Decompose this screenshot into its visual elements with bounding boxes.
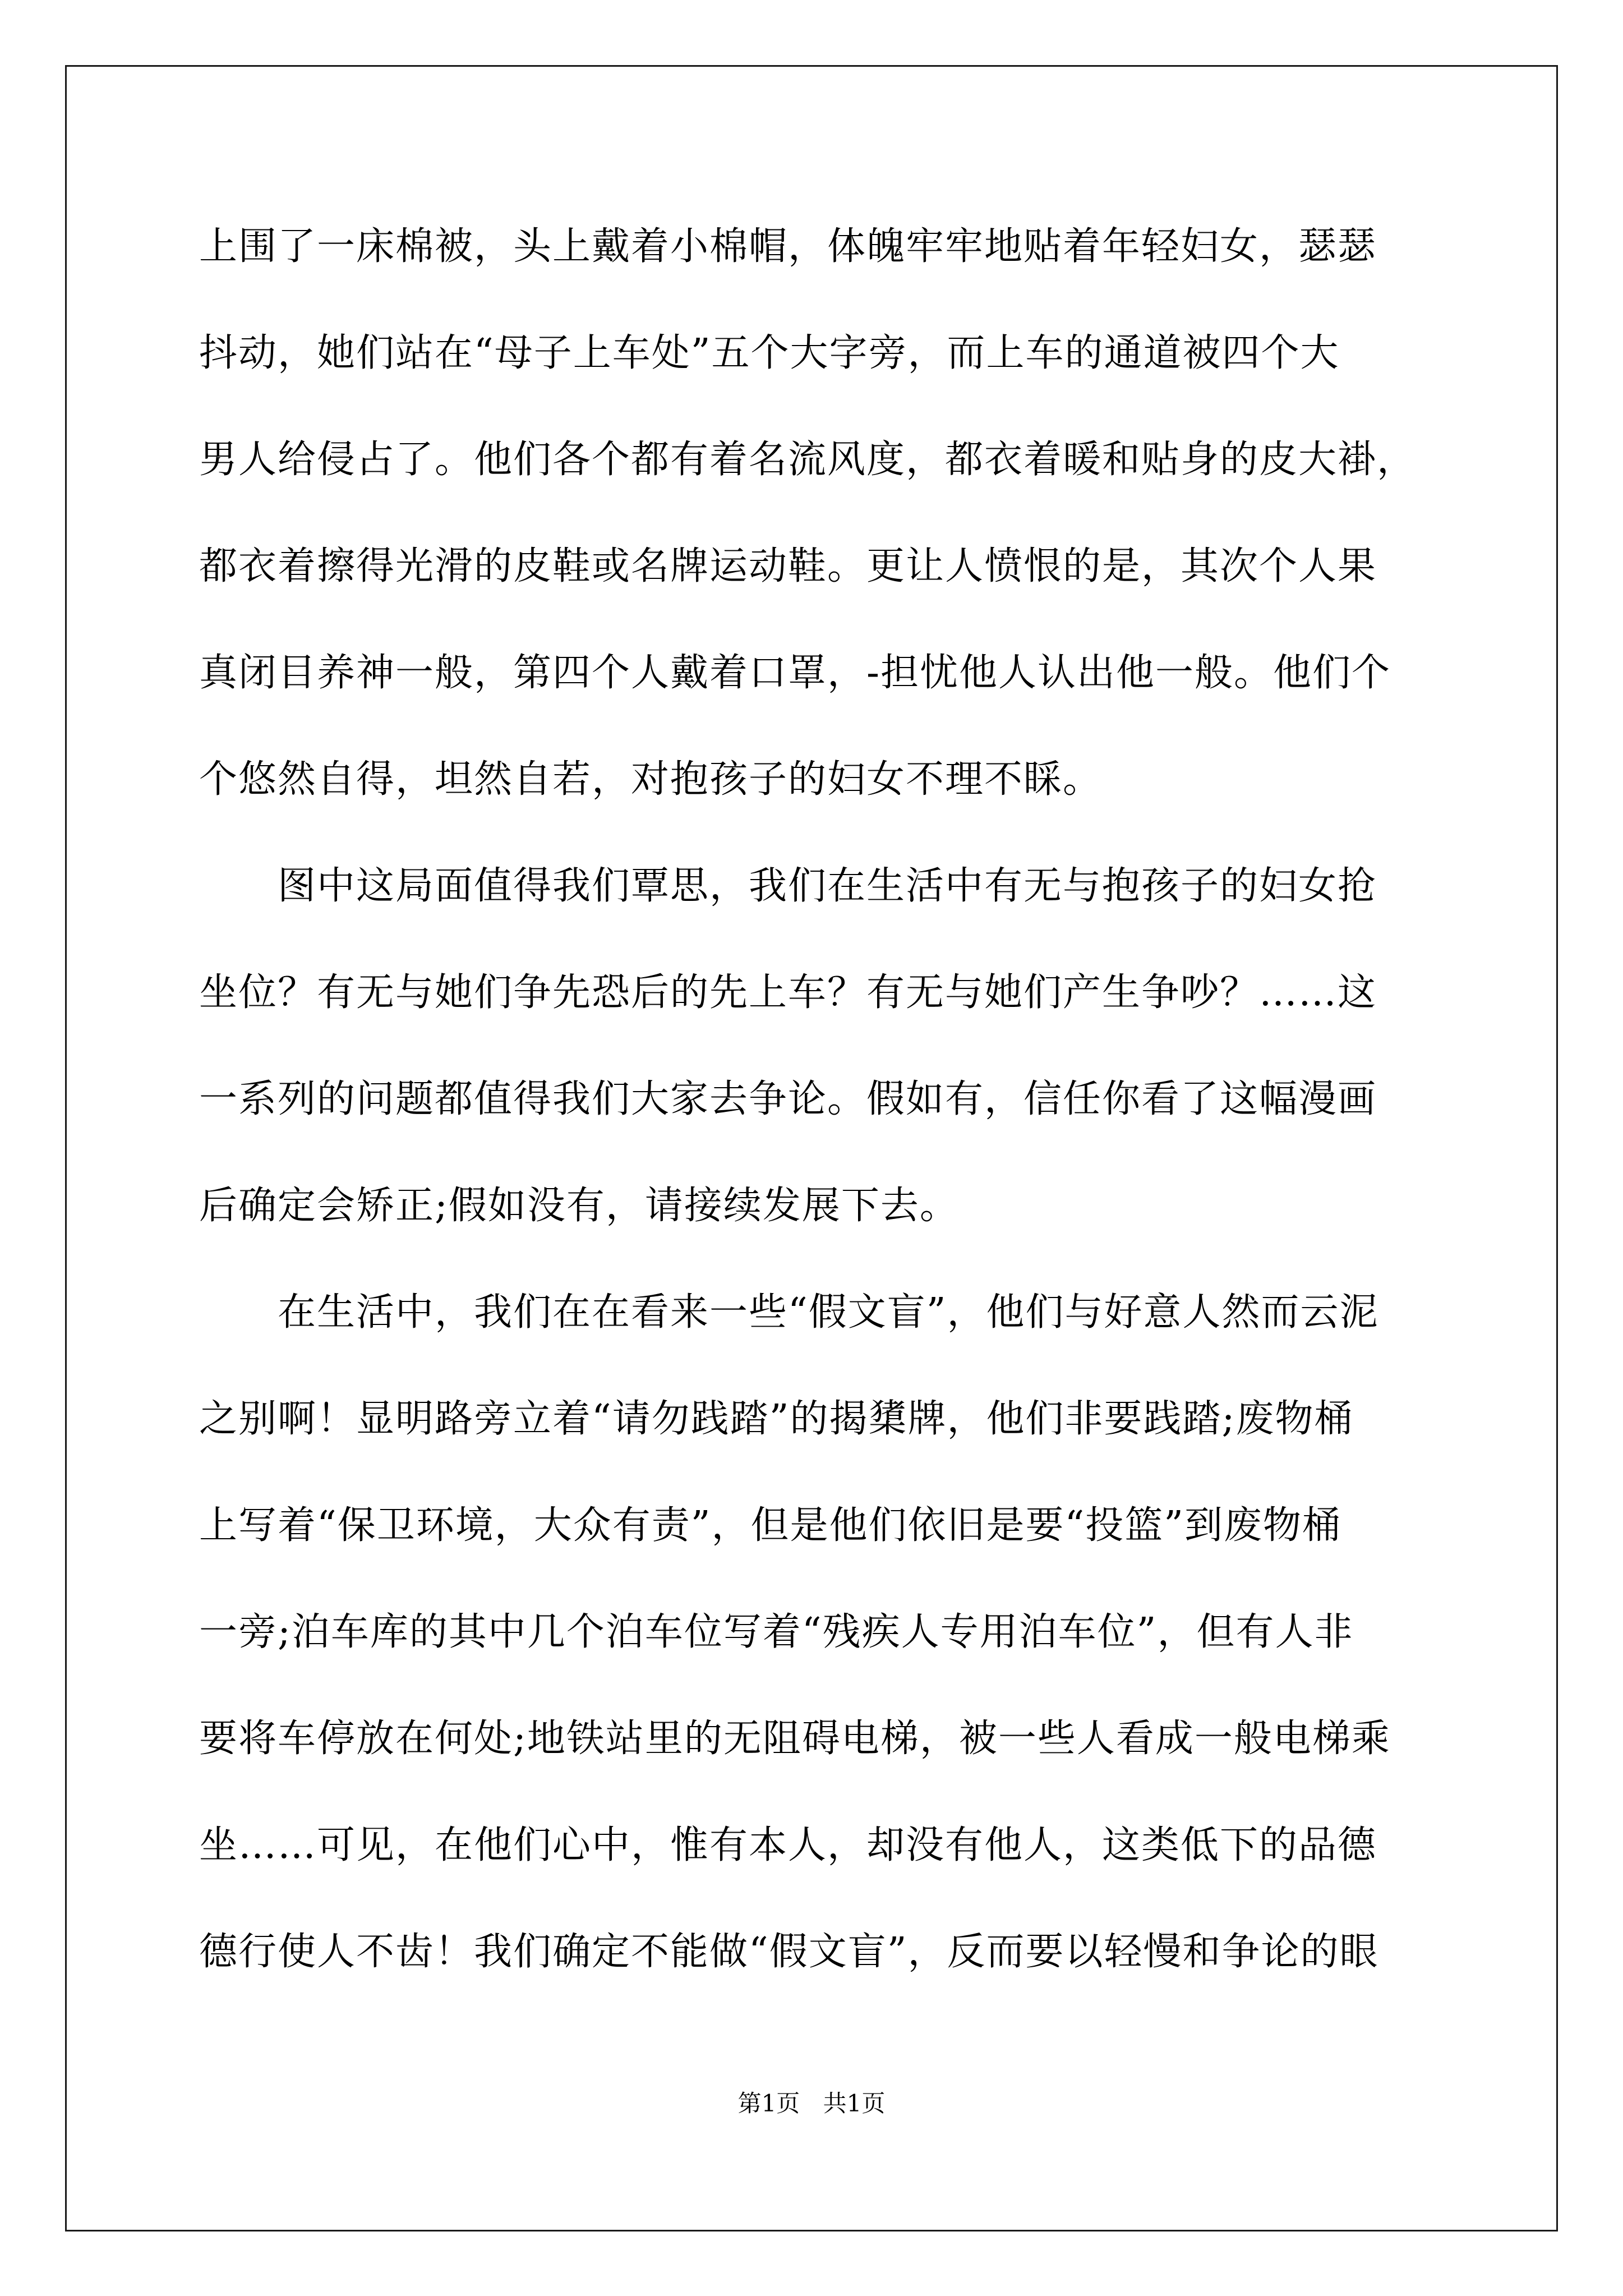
page-total: 共1页 [823,2090,886,2117]
text-line: 要将车停放在何处;地铁站里的无阻碍电梯，被一些人看成一般电梯乘 [199,1717,1391,1761]
text-line: 上写着“保卫环境，大众有责”，但是他们依旧是要“投篮”到废物桶 [199,1503,1342,1548]
text-line: 上围了一床棉被，头上戴着小棉帽，体魄牢牢地贴着年轻妇女，瑟瑟 [199,224,1377,269]
text-line: 坐位？有无与她们争先恐后的先上车？有无与她们产生争吵？……这 [199,970,1377,1015]
text-line: 坐……可见，在他们心中，惟有本人，却没有他人，这类低下的品德 [199,1823,1377,1867]
text-line: 抖动，她们站在“母子上车处”五个大字旁，而上车的通道被四个大 [199,331,1340,375]
document-body [199,213,1427,2025]
text-line: 德行使人不齿！我们确定不能做“假文盲”，反而要以轻慢和争论的眼 [199,1930,1379,1974]
text-line: 男人给侵占了。他们各个都有着名流风度，都衣着暖和贴身的皮大褂， [199,438,1417,482]
text-line: 个悠然自得，坦然自若，对抱孩子的妇女不理不睬。 [199,757,1103,802]
text-line: 真闭目养神一般，第四个人戴着口罩，-担忧他人认出他一般。他们个 [199,651,1391,695]
text-line: 都衣着擦得光滑的皮鞋或名牌运动鞋。更让人愤恨的是，其次个人果 [199,544,1377,588]
text-line: 之别啊！显明路旁立着“请勿践踏”的揭橥牌，他们非要践踏;废物桶 [199,1397,1354,1441]
page-footer [0,2087,1623,2120]
text-line: 一旁;泊车库的其中几个泊车位写着“残疾人专用泊车位”，但有人非 [199,1610,1354,1654]
text-line: 在生活中，我们在在看来一些“假文盲”，他们与好意人然而云泥 [199,1290,1379,1335]
text-line: 后确定会矫正;假如没有，请接续发展下去。 [199,1184,959,1228]
text-line: 一系列的问题都值得我们大家去争论。假如有，信任你看了这幅漫画 [199,1077,1377,1121]
page-number: 第1页 [737,2090,800,2117]
text-line: 图中这局面值得我们覃思，我们在生活中有无与抱孩子的妇女抢 [199,864,1377,908]
